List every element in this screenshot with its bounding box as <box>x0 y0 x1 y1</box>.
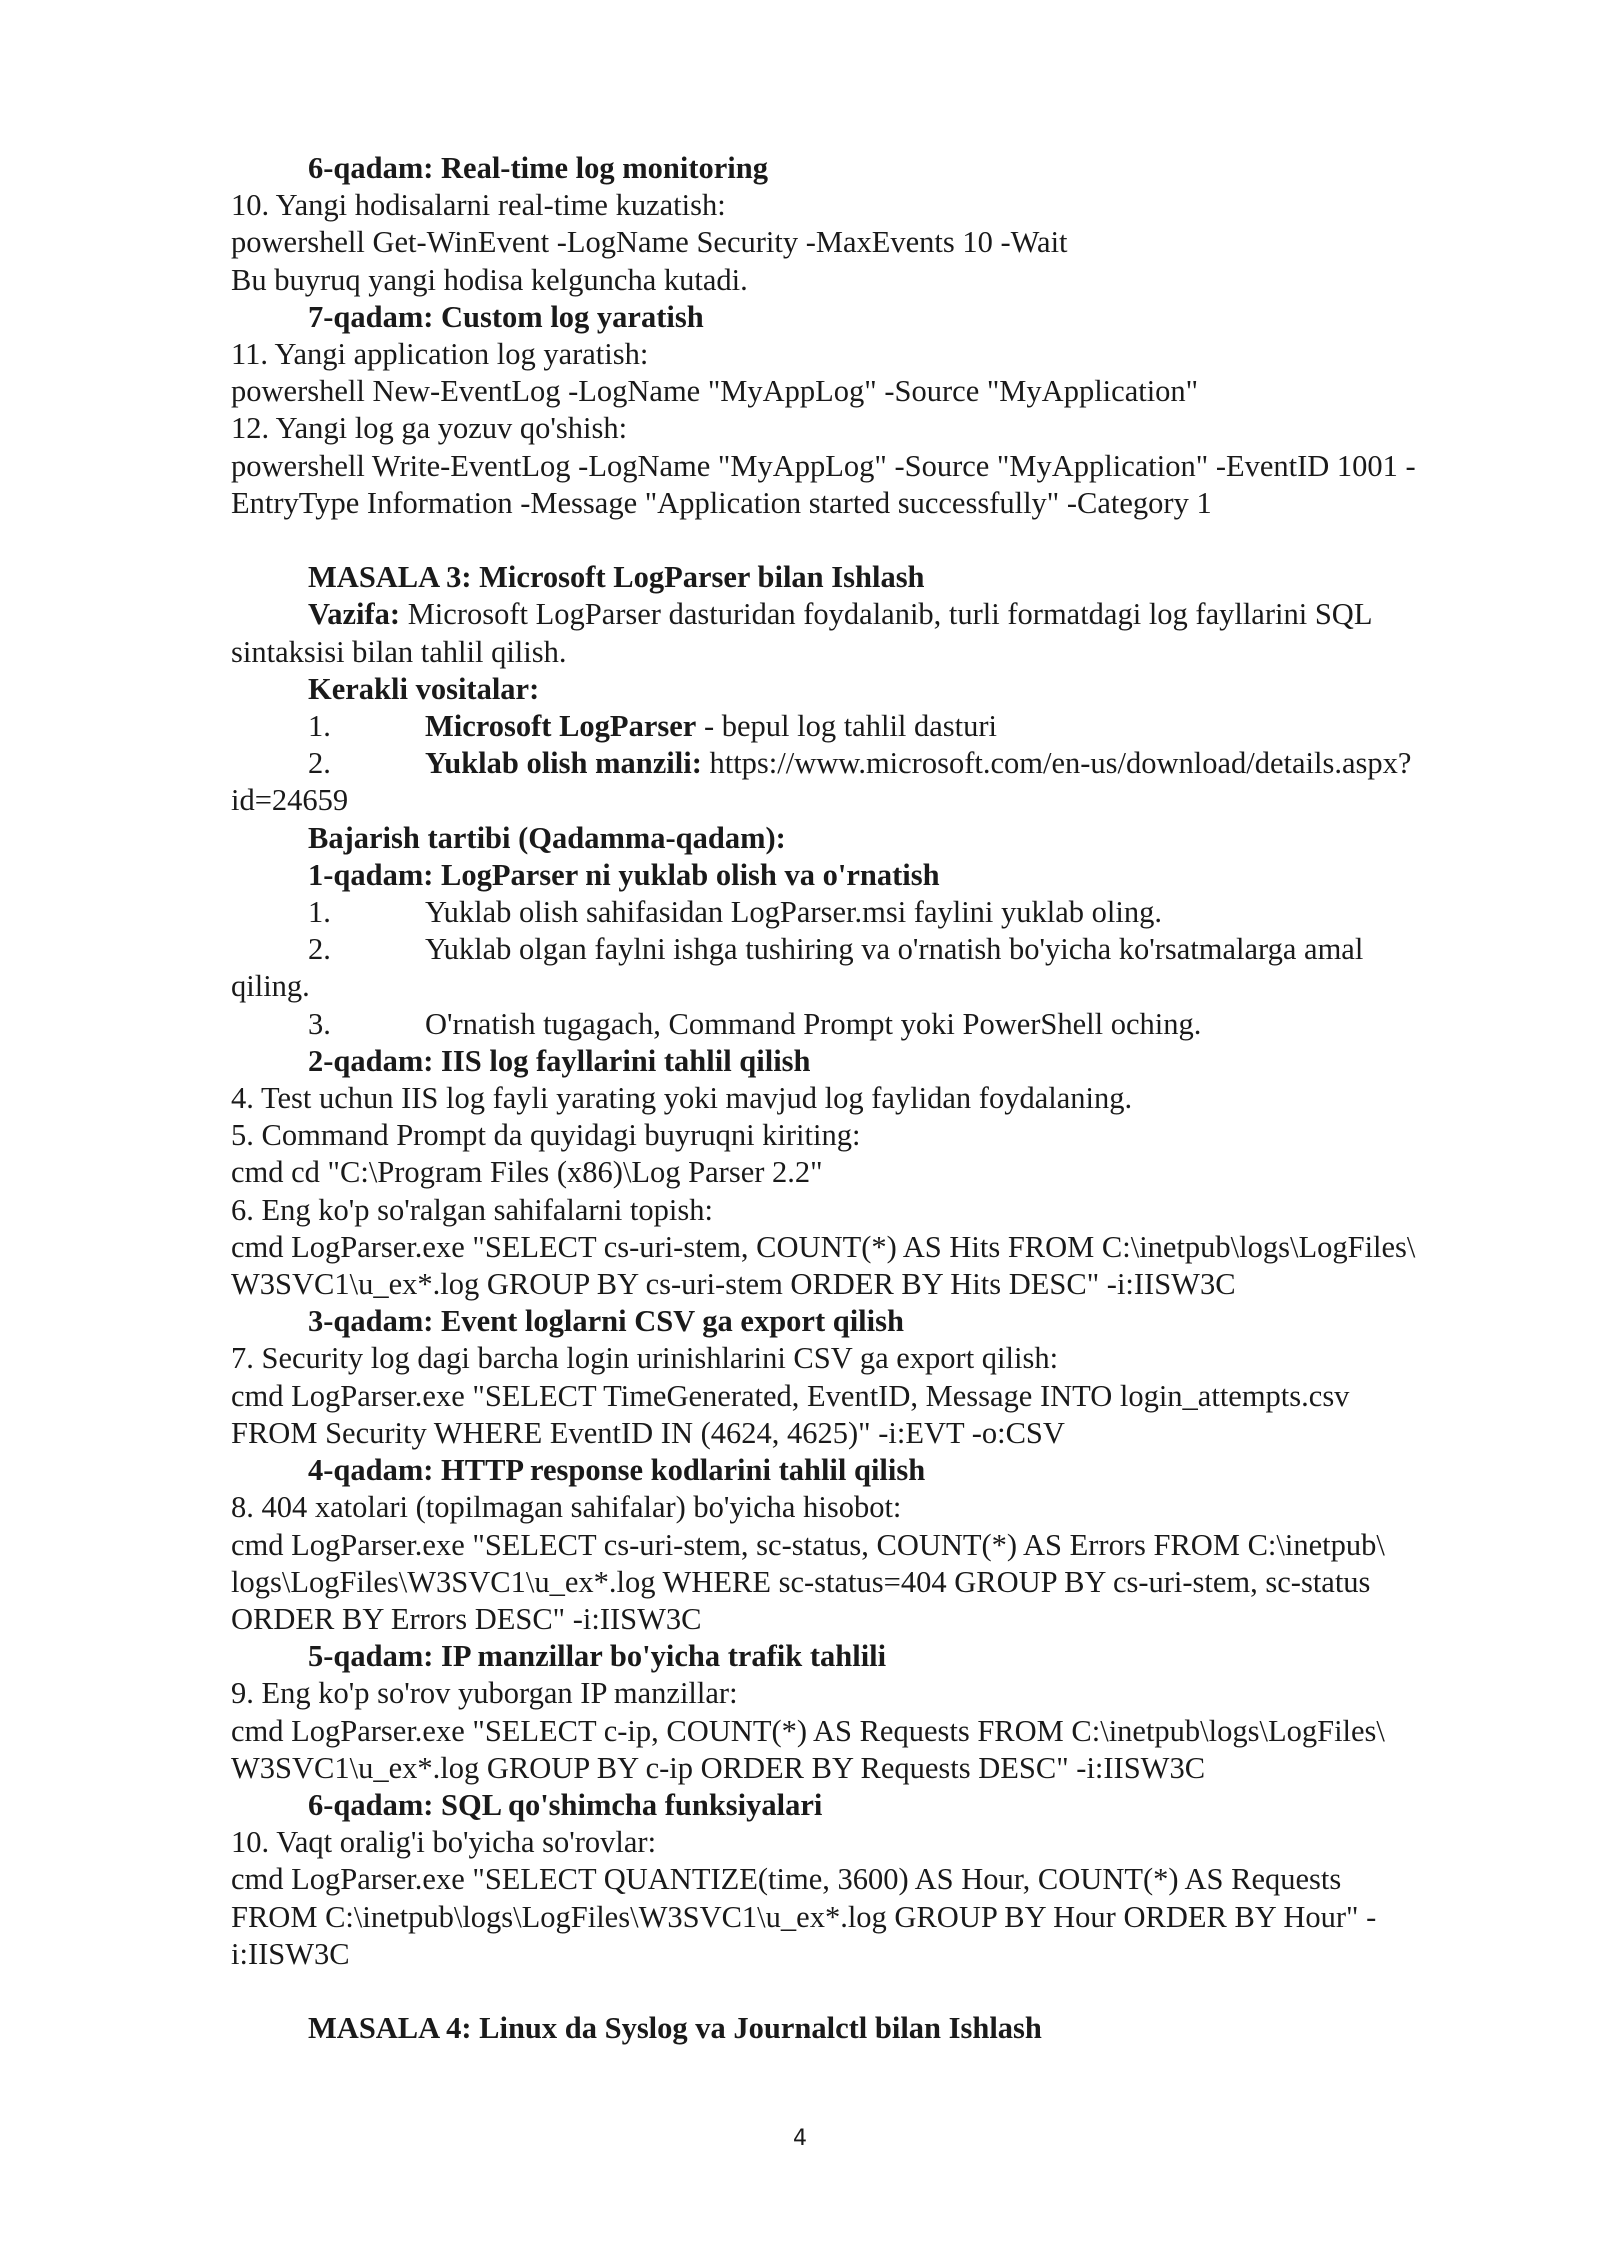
text-line: FROM C:\inetpub\logs\LogFiles\W3SVC1\u_ex*.log GROUP BY Hour ORDER BY Hour" - <box>231 1899 1377 1934</box>
list-item <box>231 894 1501 931</box>
list-number: 1. <box>308 895 331 930</box>
section-heading: 1-qadam: LogParser ni yuklab olish va o'rnatish <box>308 857 940 892</box>
list-text: Yuklab olish sahifasidan LogParser.msi faylini yuklab oling. <box>425 895 1162 930</box>
text-line: cmd LogParser.exe "SELECT c-ip, COUNT(*) AS Requests FROM C:\inetpub\logs\LogFiles\ <box>231 1713 1385 1748</box>
labeled-line <box>231 596 1501 633</box>
text-line: cmd LogParser.exe "SELECT QUANTIZE(time, 3600) AS Hour, COUNT(*) AS Requests <box>231 1862 1342 1897</box>
text-line: cmd LogParser.exe "SELECT TimeGenerated, EventID, Message INTO login_attempts.csv <box>231 1378 1350 1413</box>
text-line: EntryType Information -Message "Application started successfully" -Category 1 <box>231 485 1212 520</box>
list-number: 2. <box>308 746 331 781</box>
text-line: 6. Eng ko'p so'ralgan sahifalarni topish: <box>231 1192 713 1227</box>
section-heading: 2-qadam: IIS log fayllarini tahlil qilish <box>308 1043 811 1078</box>
section-heading: 3-qadam: Event loglarni CSV ga export qilish <box>308 1304 904 1339</box>
list-label: Yuklab olish manzili: <box>425 746 702 781</box>
text-line: i:IISW3C <box>231 1936 350 1971</box>
section-heading: 5-qadam: IP manzillar bo'yicha trafik tahlili <box>308 1639 887 1674</box>
page-number: 4 <box>793 2126 807 2151</box>
text-line: powershell Get-WinEvent -LogName Security -MaxEvents 10 -Wait <box>231 225 1068 260</box>
text-line: FROM Security WHERE EventID IN (4624, 4625)" -i:EVT -o:CSV <box>231 1415 1065 1450</box>
section-heading: MASALA 3: Microsoft LogParser bilan Ishlash <box>308 560 925 595</box>
list-text: O'rnatish tugagach, Command Prompt yoki PowerShell oching. <box>425 1006 1202 1041</box>
line-text: Microsoft LogParser dasturidan foydalanib, turli formatdagi log fayllarini SQL <box>400 597 1373 632</box>
text-line: 5. Command Prompt da quyidagi buyruqni kiriting: <box>231 1118 861 1153</box>
text-line: 4. Test uchun IIS log fayli yarating yoki mavjud log faylidan foydalaning. <box>231 1081 1133 1116</box>
text-line: 12. Yangi log ga yozuv qo'shish: <box>231 411 628 446</box>
section-heading: 4-qadam: HTTP response kodlarini tahlil qilish <box>308 1453 926 1488</box>
text-line: powershell New-EventLog -LogName "MyAppLog" -Source "MyApplication" <box>231 374 1199 409</box>
list-label: Microsoft LogParser <box>425 709 697 744</box>
document-page <box>231 150 1501 2047</box>
list-text: Yuklab olgan faylni ishga tushiring va o'rnatish bo'yicha ko'rsatmalarga amal <box>425 932 1364 967</box>
text-line: powershell Write-EventLog -LogName "MyAppLog" -Source "MyApplication" -EventID 1001 - <box>231 448 1416 483</box>
text-line: 8. 404 xatolari (topilmagan sahifalar) bo'yicha hisobot: <box>231 1490 902 1525</box>
text-line: sintaksisi bilan tahlil qilish. <box>231 634 567 669</box>
list-item <box>231 745 1501 782</box>
list-number: 2. <box>308 932 331 967</box>
text-line: cmd LogParser.exe "SELECT cs-uri-stem, COUNT(*) AS Hits FROM C:\inetpub\logs\LogFiles\ <box>231 1229 1416 1264</box>
text-line: cmd cd "C:\Program Files (x86)\Log Parser 2.2" <box>231 1155 823 1190</box>
text-line: cmd LogParser.exe "SELECT cs-uri-stem, sc-status, COUNT(*) AS Errors FROM C:\inetpub\ <box>231 1527 1385 1562</box>
section-heading: 7-qadam: Custom log yaratish <box>308 299 704 334</box>
text-line: 10. Vaqt oralig'i bo'yicha so'rovlar: <box>231 1825 657 1860</box>
list-text: - bepul log tahlil dasturi <box>696 709 998 744</box>
text-line: 10. Yangi hodisalarni real-time kuzatish: <box>231 188 726 223</box>
text-line: Bu buyruq yangi hodisa kelguncha kutadi. <box>231 262 748 297</box>
list-number: 1. <box>308 709 331 744</box>
text-line: W3SVC1\u_ex*.log GROUP BY c-ip ORDER BY Requests DESC" -i:IISW3C <box>231 1750 1206 1785</box>
list-text: https://www.microsoft.com/en-us/download/details.aspx? <box>701 746 1412 781</box>
text-line: logs\LogFiles\W3SVC1\u_ex*.log WHERE sc-status=404 GROUP BY cs-uri-stem, sc-status <box>231 1564 1371 1599</box>
text-line: 11. Yangi application log yaratish: <box>231 337 649 372</box>
text-line: 7. Security log dagi barcha login urinishlarini CSV ga export qilish: <box>231 1341 1059 1376</box>
line-label: Vazifa: <box>308 597 401 632</box>
text-line: id=24659 <box>231 783 349 818</box>
text-line: ORDER BY Errors DESC" -i:IISW3C <box>231 1601 702 1636</box>
section-heading: 6-qadam: SQL qo'shimcha funksiyalari <box>308 1787 823 1822</box>
list-item <box>231 1006 1501 1043</box>
list-item <box>231 931 1501 968</box>
blank-line <box>231 522 1501 559</box>
section-heading: MASALA 4: Linux da Syslog va Journalctl bilan Ishlash <box>308 2011 1042 2046</box>
section-heading: Kerakli vositalar: <box>308 671 540 706</box>
text-line: 9. Eng ko'p so'rov yuborgan IP manzillar: <box>231 1676 738 1711</box>
blank-line <box>231 1973 1501 2010</box>
list-item <box>231 708 1501 745</box>
text-line: qiling. <box>231 969 310 1004</box>
section-heading: Bajarish tartibi (Qadamma-qadam): <box>308 820 786 855</box>
list-number: 3. <box>308 1006 331 1041</box>
text-line: W3SVC1\u_ex*.log GROUP BY cs-uri-stem ORDER BY Hits DESC" -i:IISW3C <box>231 1267 1236 1302</box>
section-heading: 6-qadam: Real-time log monitoring <box>308 151 768 185</box>
